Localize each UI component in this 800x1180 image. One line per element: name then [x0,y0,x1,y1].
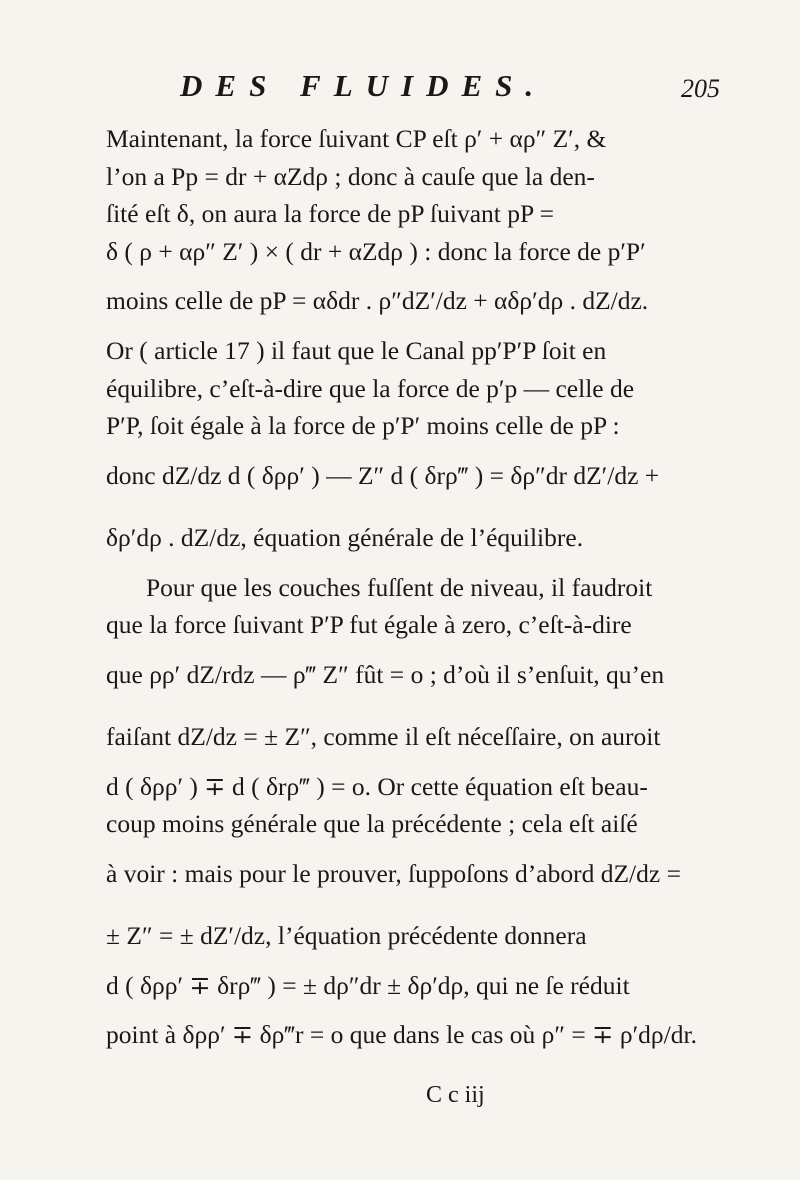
text-line: que ρρ′ dZ/rdz — ρ‴ Z″ fût = o ; d’où il s’enſuit, qu’en [106,659,665,689]
text-line: d ( δρρ′ ∓ δrρ‴ ) = ± dρ″dr ± δρ′dρ, qui ne ſe réduit [106,970,630,1000]
text-line: P′P, ſoit égale à la force de p′P′ moins celle de pP : [106,411,620,440]
body-text [106,120,738,1066]
text-line: ± Z″ = ± dZ′/dz, l’équation précédente donnera [106,920,587,950]
text-line: Or ( article 17 ) il faut que le Canal pp′P′P ſoit en [106,336,607,365]
text-line: moins celle de pP = αδdr . ρ″dZ′/dz + αδρ′dρ . dZ/dz. [106,286,649,315]
text-line: donc dZ/dz d ( δρρ′ ) — Z″ d ( δrρ‴ ) = δρ″dr dZ′/dz + [106,460,660,490]
text-line: δ ( ρ + αρ″ Z′ ) × ( dr + αZdρ ) : donc la force de p′P′ [106,236,646,266]
text-line: à voir : mais pour le prouver, ſuppoſons d’abord dZ/dz = [106,858,681,888]
text-line: Pour que les couches fuſſent de niveau, il faudroit [146,572,653,602]
text-line: point à δρρ′ ∓ δρ‴r = o que dans le cas où ρ″ = ∓ ρ′dρ/dr. [106,1020,697,1049]
text-line: d ( δρρ′ ) ∓ d ( δrρ‴ ) = o. Or cette équation eſt beau- [106,771,648,801]
text-line: faiſant dZ/dz = ± Z″, comme il eſt néceſſaire, on auroit [106,721,661,751]
text-line: Maintenant, la force ſuivant CP eſt ρ′ + αρ″ Z′, & [106,124,607,153]
text-line: coup moins générale que la précédente ; cela eſt aiſé [106,809,638,838]
text-line: δρ′dρ . dZ/dz, équation générale de l’équilibre. [106,522,584,552]
text-line: que la force ſuivant P′P fut égale à zero, c’eſt-à-dire [106,610,632,639]
text-line: l’on a Pp = dr + αZdρ ; donc à cauſe que la den- [106,161,595,191]
signature-mark: C c iij [426,1082,485,1108]
page-number: 205 [681,74,720,103]
page-header [180,68,720,118]
running-title: DES FLUIDES. [180,68,547,103]
text-line: ſité eſt δ, on aura la force de pP ſuivant pP = [106,199,554,228]
text-line: équilibre, c’eſt-à-dire que la force de p′p — celle de [106,373,635,403]
